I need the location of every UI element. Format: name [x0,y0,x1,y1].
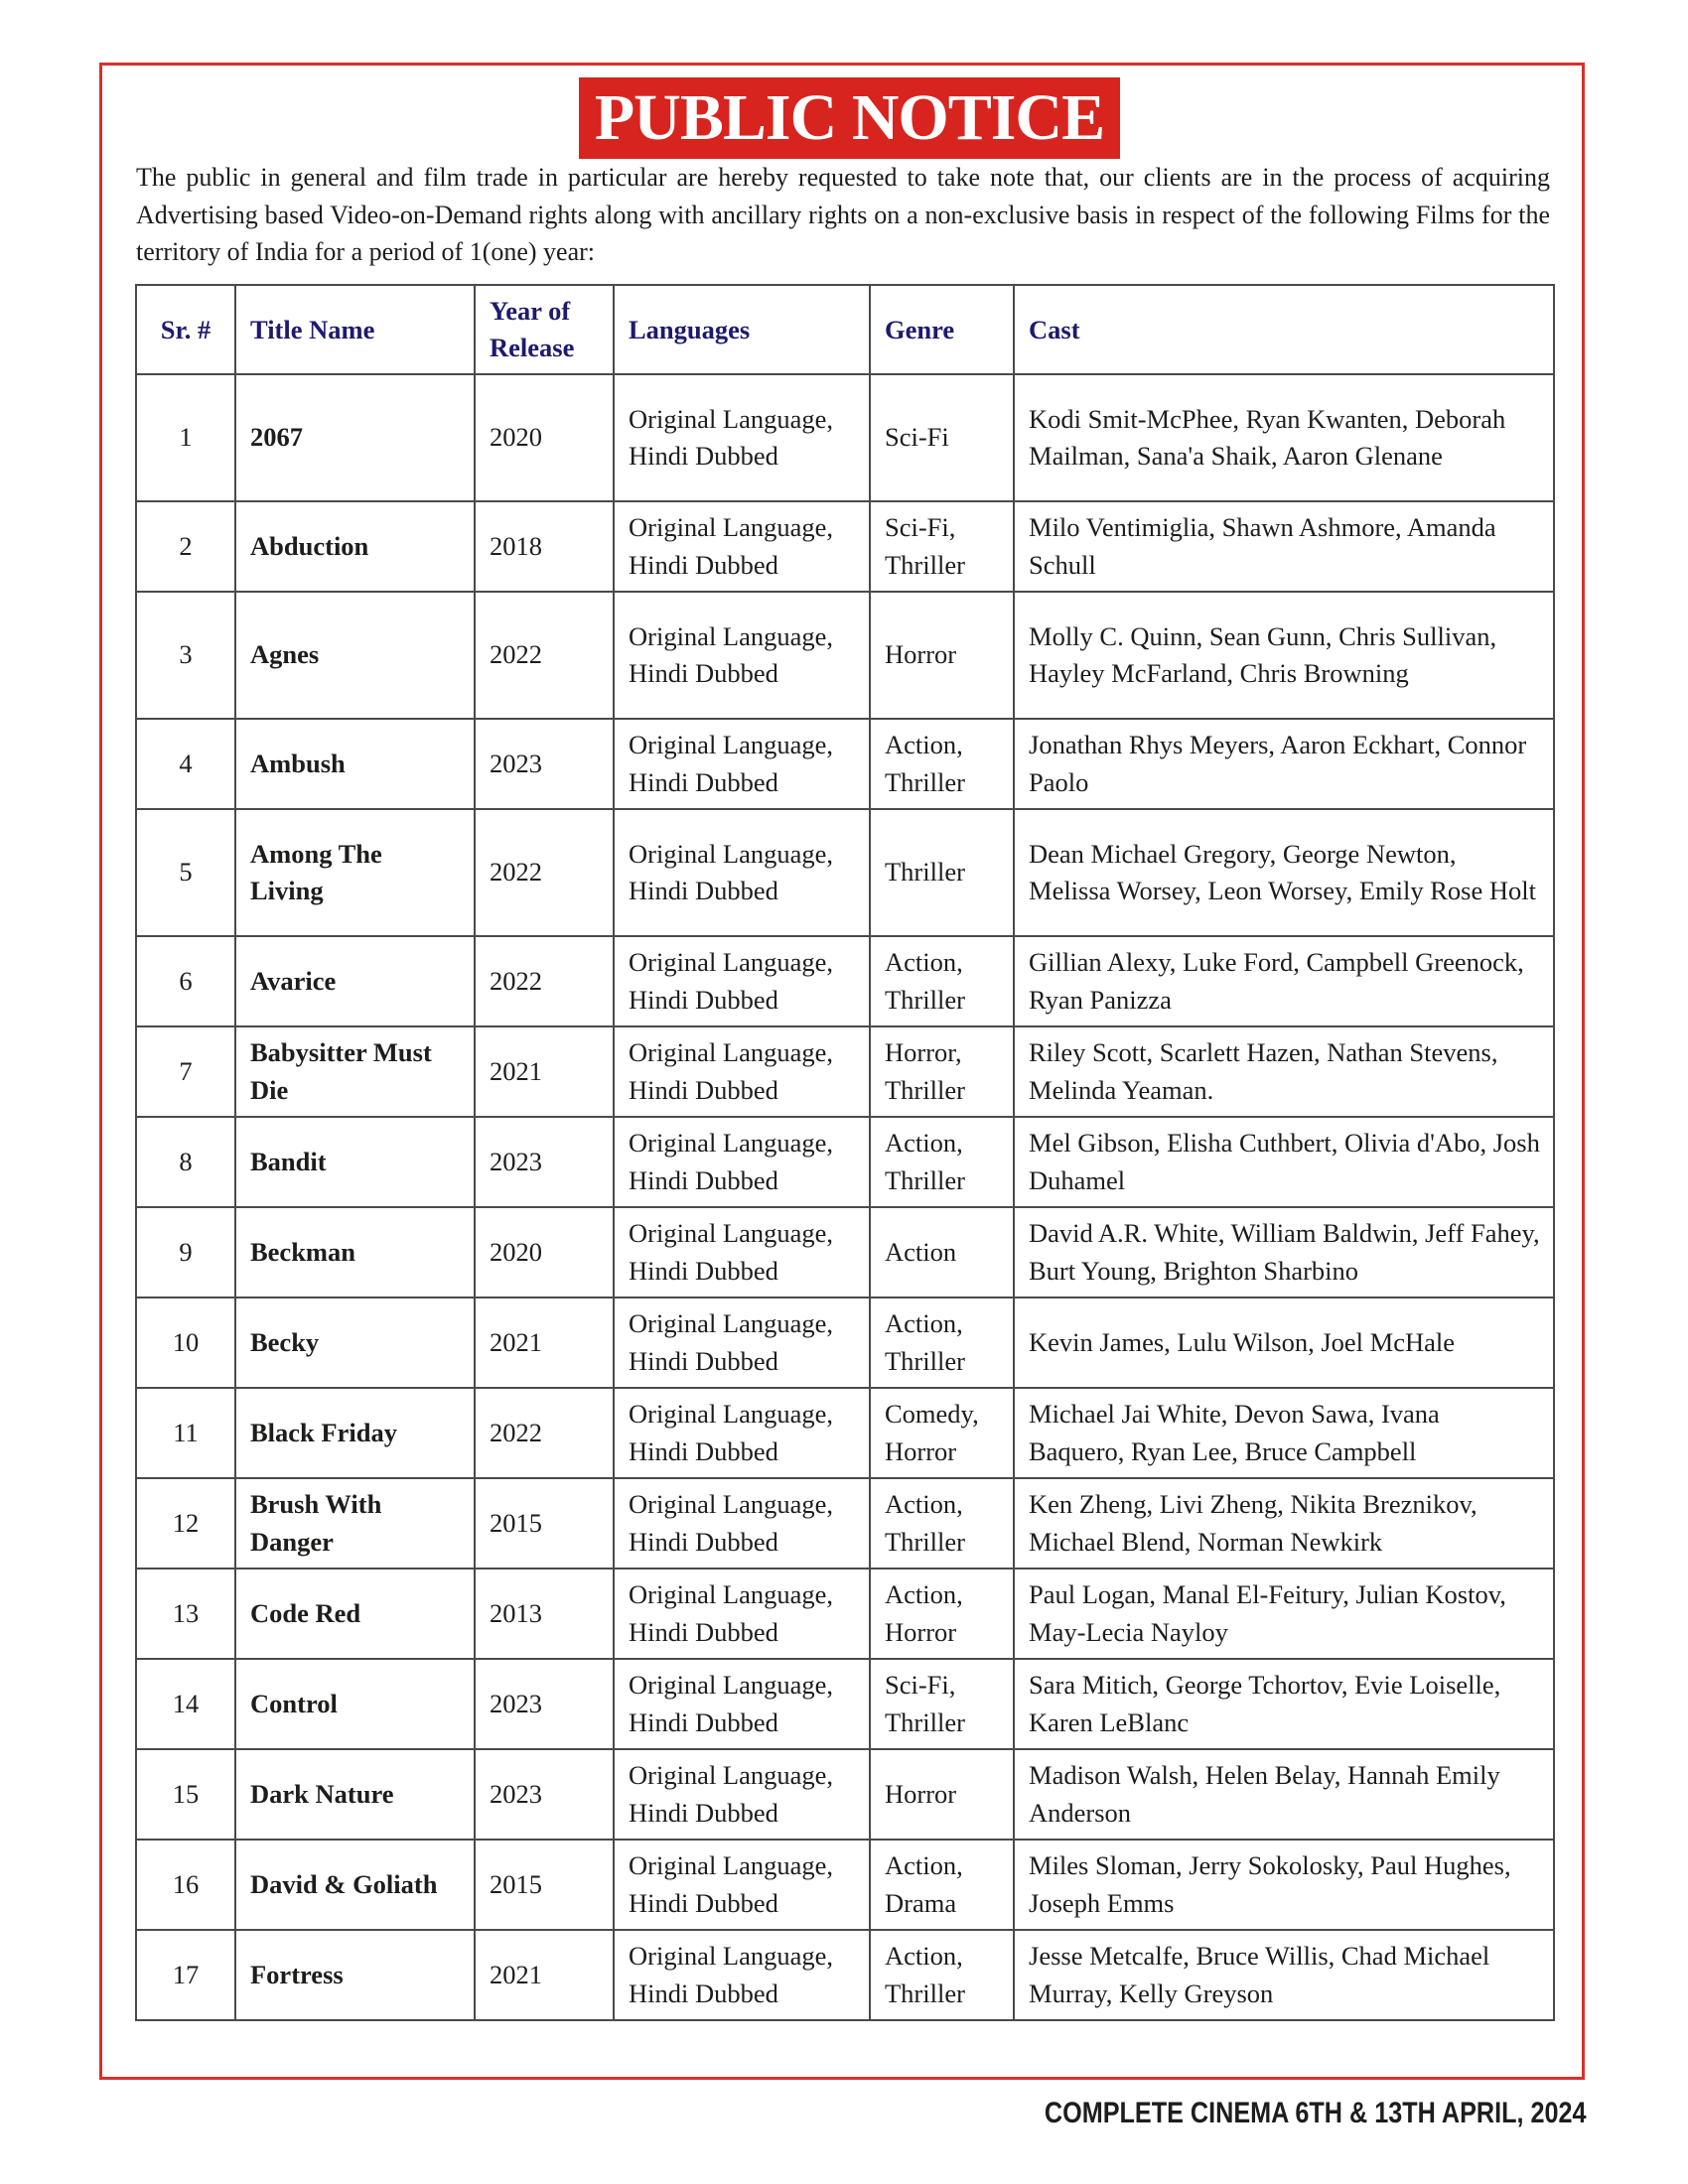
cell-cast: Miles Sloman, Jerry Sokolosky, Paul Hughes, Joseph Emms [1014,1840,1554,1930]
cell-year: 2023 [475,1749,614,1840]
cell-sr: 2 [136,501,235,592]
cell-languages: Original Language, Hindi Dubbed [614,1659,870,1749]
cell-sr: 6 [136,936,235,1026]
cell-languages: Original Language, Hindi Dubbed [614,374,870,501]
cell-languages: Original Language, Hindi Dubbed [614,1388,870,1478]
cell-year: 2020 [475,374,614,501]
cell-cast: Dean Michael Gregory, George Newton, Melissa Worsey, Leon Worsey, Emily Rose Holt [1014,809,1554,936]
table-row [136,1569,1554,1659]
table-row [136,1930,1554,2020]
cell-cast: Milo Ventimiglia, Shawn Ashmore, Amanda Schull [1014,501,1554,592]
table-row [136,1659,1554,1749]
cell-genre: Action, Thriller [870,1297,1014,1388]
column-header-title: Title Name [235,285,475,374]
table-row [136,1840,1554,1930]
cell-sr: 5 [136,809,235,936]
cell-title: Among The Living [235,809,475,936]
cell-sr: 12 [136,1478,235,1569]
cell-cast: Kevin James, Lulu Wilson, Joel McHale [1014,1297,1554,1388]
column-header-genre: Genre [870,285,1014,374]
cell-cast: Ken Zheng, Livi Zheng, Nikita Breznikov, Michael Blend, Norman Newkirk [1014,1478,1554,1569]
cell-genre: Comedy, Horror [870,1388,1014,1478]
table-row [136,1388,1554,1478]
cell-languages: Original Language, Hindi Dubbed [614,1117,870,1207]
cell-languages: Original Language, Hindi Dubbed [614,1478,870,1569]
cell-cast: Gillian Alexy, Luke Ford, Campbell Greenock, Ryan Panizza [1014,936,1554,1026]
cell-languages: Original Language, Hindi Dubbed [614,936,870,1026]
table-row [136,592,1554,719]
cell-sr: 17 [136,1930,235,2020]
notice-intro-paragraph: The public in general and film trade in particular are hereby requested to take note that, our clients are in the process of acquiring Advertising based Video-on-Demand rights along with ancillary rights on a non-exclusive basis in respect of the following Films for the territory of India for a period of 1(one) year: [136,163,1550,266]
table-row [136,1117,1554,1207]
cell-title: Control [235,1659,475,1749]
cell-genre: Action, Thriller [870,1930,1014,2020]
cell-genre: Sci-Fi, Thriller [870,1659,1014,1749]
column-header-year-line2: Release [490,333,575,362]
cell-sr: 11 [136,1388,235,1478]
table-row [136,1297,1554,1388]
column-header-year-line1: Year of [490,296,571,326]
films-table [135,284,1555,2021]
cell-title: Ambush [235,719,475,809]
table-row [136,374,1554,501]
cell-year: 2021 [475,1026,614,1117]
cell-cast: Riley Scott, Scarlett Hazen, Nathan Stevens, Melinda Yeaman. [1014,1026,1554,1117]
cell-title: Code Red [235,1569,475,1659]
cell-genre: Horror, Thriller [870,1026,1014,1117]
cell-languages: Original Language, Hindi Dubbed [614,1026,870,1117]
cell-genre: Sci-Fi, Thriller [870,501,1014,592]
cell-cast: Paul Logan, Manal El-Feitury, Julian Kostov, May-Lecia Nayloy [1014,1569,1554,1659]
cell-genre: Horror [870,1749,1014,1840]
cell-title: Abduction [235,501,475,592]
cell-languages: Original Language, Hindi Dubbed [614,1930,870,2020]
cell-sr: 1 [136,374,235,501]
cell-year: 2013 [475,1569,614,1659]
cell-title: Becky [235,1297,475,1388]
cell-sr: 15 [136,1749,235,1840]
cell-cast: Michael Jai White, Devon Sawa, Ivana Baquero, Ryan Lee, Bruce Campbell [1014,1388,1554,1478]
table-row [136,1207,1554,1297]
cell-genre: Action [870,1207,1014,1297]
notice-title-banner: PUBLIC NOTICE [579,77,1120,159]
cell-cast: Madison Walsh, Helen Belay, Hannah Emily Anderson [1014,1749,1554,1840]
cell-title: Beckman [235,1207,475,1297]
table-row [136,1478,1554,1569]
cell-genre: Action, Thriller [870,936,1014,1026]
table-row [136,936,1554,1026]
cell-cast: Sara Mitich, George Tchortov, Evie Loiselle, Karen LeBlanc [1014,1659,1554,1749]
cell-sr: 10 [136,1297,235,1388]
cell-genre: Action, Thriller [870,719,1014,809]
cell-sr: 3 [136,592,235,719]
cell-year: 2022 [475,936,614,1026]
cell-genre: Action, Thriller [870,1117,1014,1207]
cell-genre: Action, Horror [870,1569,1014,1659]
cell-title: Dark Nature [235,1749,475,1840]
cell-year: 2020 [475,1207,614,1297]
cell-sr: 16 [136,1840,235,1930]
table-row [136,809,1554,936]
cell-languages: Original Language, Hindi Dubbed [614,809,870,936]
cell-languages: Original Language, Hindi Dubbed [614,1569,870,1659]
cell-sr: 9 [136,1207,235,1297]
table-row [136,501,1554,592]
cell-year: 2015 [475,1478,614,1569]
cell-cast: David A.R. White, William Baldwin, Jeff Fahey, Burt Young, Brighton Sharbino [1014,1207,1554,1297]
cell-year: 2015 [475,1840,614,1930]
cell-title: Agnes [235,592,475,719]
cell-sr: 8 [136,1117,235,1207]
cell-languages: Original Language, Hindi Dubbed [614,1749,870,1840]
cell-title: 2067 [235,374,475,501]
publication-footer: COMPLETE CINEMA 6TH & 13TH APRIL, 2024 [1045,2097,1587,2129]
table-row [136,1026,1554,1117]
cell-languages: Original Language, Hindi Dubbed [614,1207,870,1297]
cell-title: Black Friday [235,1388,475,1478]
cell-cast: Mel Gibson, Elisha Cuthbert, Olivia d'Abo, Josh Duhamel [1014,1117,1554,1207]
cell-languages: Original Language, Hindi Dubbed [614,1840,870,1930]
cell-genre: Horror [870,592,1014,719]
cell-cast: Kodi Smit-McPhee, Ryan Kwanten, Deborah Mailman, Sana'a Shaik, Aaron Glenane [1014,374,1554,501]
cell-year: 2022 [475,809,614,936]
column-header-sr: Sr. # [136,285,235,374]
cell-languages: Original Language, Hindi Dubbed [614,1297,870,1388]
cell-genre: Action, Drama [870,1840,1014,1930]
cell-languages: Original Language, Hindi Dubbed [614,501,870,592]
cell-year: 2023 [475,1659,614,1749]
cell-title: Fortress [235,1930,475,2020]
column-header-cast: Cast [1014,285,1554,374]
cell-title: Brush With Danger [235,1478,475,1569]
cell-year: 2021 [475,1297,614,1388]
cell-genre: Action, Thriller [870,1478,1014,1569]
column-header-languages: Languages [614,285,870,374]
cell-year: 2018 [475,501,614,592]
cell-languages: Original Language, Hindi Dubbed [614,592,870,719]
cell-languages: Original Language, Hindi Dubbed [614,719,870,809]
cell-sr: 13 [136,1569,235,1659]
cell-year: 2022 [475,1388,614,1478]
cell-cast: Jonathan Rhys Meyers, Aaron Eckhart, Connor Paolo [1014,719,1554,809]
table-row [136,1749,1554,1840]
table-header-row [136,285,1554,374]
cell-title: Babysitter Must Die [235,1026,475,1117]
cell-cast: Jesse Metcalfe, Bruce Willis, Chad Michael Murray, Kelly Greyson [1014,1930,1554,2020]
cell-year: 2022 [475,592,614,719]
cell-year: 2023 [475,719,614,809]
cell-year: 2021 [475,1930,614,2020]
column-header-year [475,285,614,374]
cell-sr: 4 [136,719,235,809]
table-row [136,719,1554,809]
cell-genre: Thriller [870,809,1014,936]
cell-sr: 7 [136,1026,235,1117]
cell-sr: 14 [136,1659,235,1749]
cell-genre: Sci-Fi [870,374,1014,501]
cell-cast: Molly C. Quinn, Sean Gunn, Chris Sullivan, Hayley McFarland, Chris Browning [1014,592,1554,719]
cell-title: Bandit [235,1117,475,1207]
cell-title: David & Goliath [235,1840,475,1930]
cell-title: Avarice [235,936,475,1026]
cell-year: 2023 [475,1117,614,1207]
